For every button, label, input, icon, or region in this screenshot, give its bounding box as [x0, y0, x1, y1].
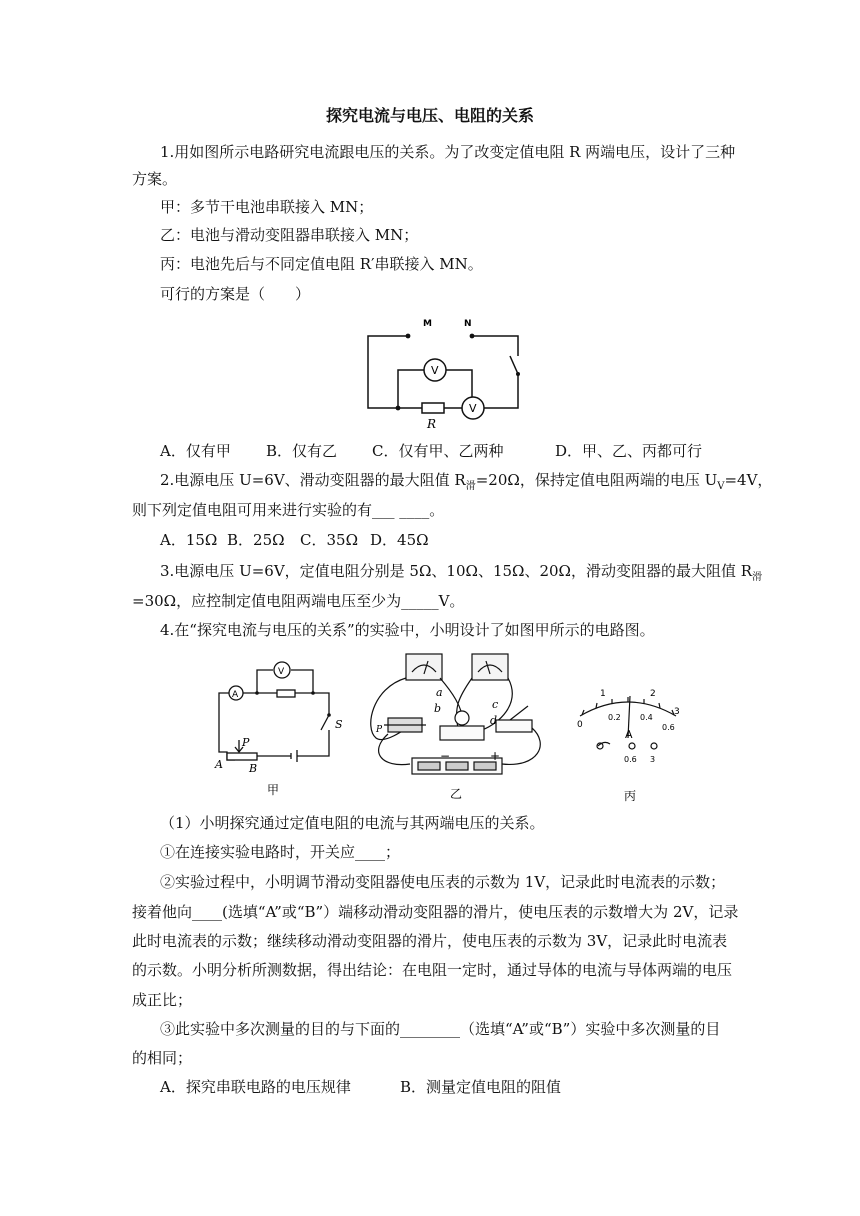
q4-step2-line1: ②实验过程中，小明调节滑动变阻器使电压表的示数为 1V，记录此时电流表的示数； [160, 873, 726, 891]
rheostat-p-label: P [376, 725, 383, 735]
dial-tick-2: 2 [650, 689, 656, 699]
dial-tick-3: 3 [674, 707, 680, 717]
q2-option-d: D．45Ω [370, 531, 429, 549]
q4-option-b: B．测量定值电阻的阻值 [400, 1078, 562, 1096]
wire-a-label: a [436, 686, 443, 699]
slider-p-label: P [242, 736, 250, 749]
q1-plan-c: 丙：电池先后与不同定值电阻 R′串联接入 MN。 [160, 255, 483, 273]
dial-tick-0: 0 [577, 720, 583, 730]
wire-c-label: c [492, 698, 499, 711]
battery-minus-label: − [440, 749, 451, 763]
battery-plus-label: + [490, 749, 501, 763]
q1-option-d: D．甲、乙、丙都可行 [555, 442, 703, 460]
dial-tick-0.2: 0.2 [608, 713, 621, 722]
q4-step2-line5: 成正比； [132, 991, 193, 1009]
terminal-3-label: 3 [650, 755, 656, 764]
q4-step2-line4: 的示数。小明分析所测数据，得出结论：在电阻一定时，通过导体的电流与导体两端的电压 [132, 961, 733, 979]
q1-circuit-diagram [360, 312, 530, 432]
dial-tick-0.4: 0.4 [640, 713, 653, 722]
q1-stem-line2: 方案。 [132, 170, 178, 188]
page-title: 探究电流与电压、电阻的关系 [325, 106, 534, 125]
q2-stem-line2: 则下列定值电阻可用来进行实验的有___ ____。 [132, 501, 445, 519]
q2-stem-line1: 2.电源电压 U=6V、滑动变阻器的最大阻值 $R_滑=20\Omega$，保持定值电阻两端的电压 $U_V=4V$， [160, 471, 773, 492]
q1-question: 可行的方案是（ ） [160, 285, 311, 303]
resistor-r-label: R [427, 417, 437, 431]
dial-unit-label: A [625, 728, 633, 741]
q1-option-b: B．仅有乙 [266, 442, 338, 460]
q4-step2-line2: 接着他向____(选填“A”或“B”）端移动滑动变阻器的滑片，使电压表的示数增大为 2V，记录 [132, 903, 739, 921]
q4-step2-line3: 此时电流表的示数；继续移动滑动变阻器的滑片，使电压表的示数为 3V，记录此时电流表 [132, 932, 728, 950]
q4-ammeter-dial-bing [570, 680, 690, 804]
q4-step1: ①在连接实验电路时，开关应____； [160, 843, 401, 861]
q1-plan-b: 乙：电池与滑动变阻器串联接入 MN； [160, 226, 419, 244]
ammeter-symbol: A [232, 690, 239, 700]
q3-stem-line2: =30Ω，应控制定值电阻两端电压至少为_____V。 [132, 592, 465, 610]
voltmeter-symbol: V [278, 667, 285, 677]
switch-s-label: S [335, 718, 343, 731]
terminal-m-label: M [423, 319, 432, 329]
q2-option-a: A．15Ω [160, 531, 218, 549]
dial-tick-1: 1 [600, 689, 606, 699]
q3-stem-line1: 3.电源电压 U=6V，定值电阻分别是 5Ω、10Ω、15Ω、20Ω，滑动变阻器的最大阻值 $R_滑$ [160, 562, 763, 583]
wire-b-label: b [434, 702, 442, 715]
q1-plan-a: 甲：多节干电池串联接入 MN； [160, 198, 374, 216]
q4-circuit-jia [205, 660, 355, 800]
end-a-label: A [215, 758, 223, 771]
q2-option-b: B．25Ω [227, 531, 285, 549]
q1-option-c: C．仅有甲、乙两种 [372, 442, 504, 460]
voltmeter-label-2: V [469, 402, 477, 415]
q4-step3-line2: 的相同； [132, 1049, 193, 1067]
terminal-n-label: N [464, 319, 472, 329]
fig-bing-caption: 丙 [624, 789, 637, 803]
q4-step3-line1: ③此实验中多次测量的目的与下面的________（选填“A”或“B”）实验中多次测量的目 [160, 1020, 721, 1038]
terminal-0.6-label: 0.6 [624, 755, 637, 764]
dial-tick-0.6: 0.6 [662, 723, 675, 732]
q4-stem-line1: 4.在“探究电流与电压的关系”的实验中，小明设计了如图甲所示的电路图。 [160, 621, 655, 639]
fig-jia-caption: 甲 [267, 783, 280, 797]
fig-yi-caption: 乙 [450, 787, 463, 800]
q1-option-a: A．仅有甲 [160, 442, 231, 460]
wire-d-label: d [490, 714, 498, 727]
voltmeter-label: V [431, 364, 439, 377]
q4-sub1: （1）小明探究通过定值电阻的电流与其两端电压的关系。 [160, 814, 545, 832]
q4-physical-circuit-yi [362, 648, 552, 800]
q4-option-a: A．探究串联电路的电压规律 [160, 1078, 351, 1096]
q1-stem-line1: 1.用如图所示电路研究电流跟电压的关系。为了改变定值电阻 R 两端电压，设计了三种 [160, 143, 736, 161]
end-b-label: B [249, 762, 258, 775]
q2-option-c: C．35Ω [300, 531, 359, 549]
